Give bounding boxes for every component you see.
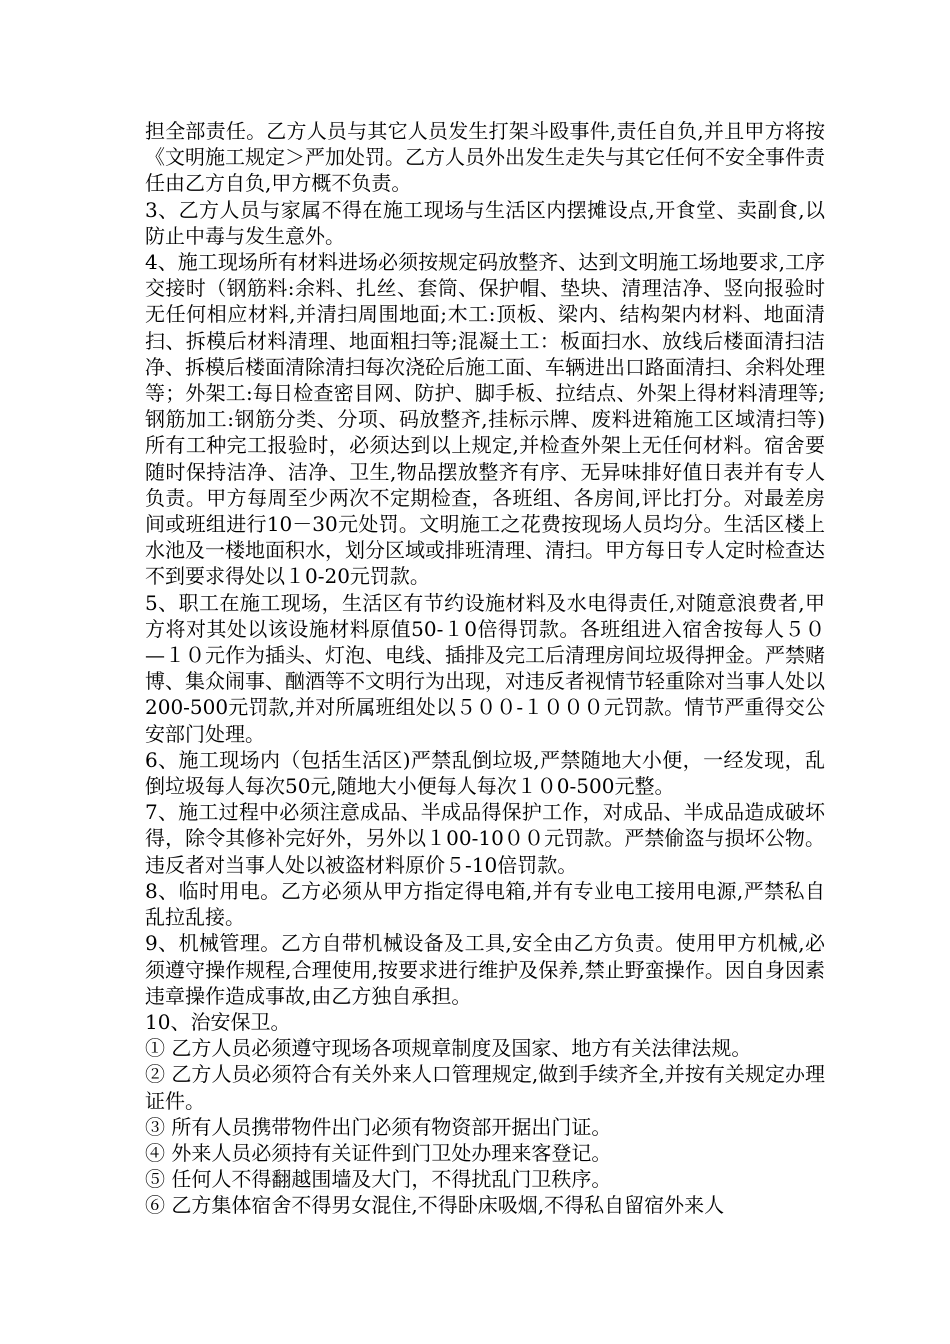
paragraph-item-7: 7、施工过程中必须注意成品、半成品得保护工作，对成品、半成品造成破坏得，除令其修补完好外，另外以１00-10００元罚款。严禁偷盗与损坏公物。违反者对当事人处以被盗材料原价５-10倍罚款。	[145, 800, 825, 877]
security-rule-6: ⑥ 乙方集体宿舍不得男女混住,不得卧床吸烟,不得私自留宿外来人	[145, 1193, 725, 1218]
security-rule-2: ② 乙方人员必须符合有关外来人口管理规定,做到手续齐全,并按有关规定办理证件。	[145, 1062, 825, 1113]
security-rule-1: ① 乙方人员必须遵守现场各项规章制度及国家、地方有关法律法规。	[145, 1036, 752, 1061]
paragraph-item-9: 9、机械管理。乙方自带机械设备及工具,安全由乙方负责。使用甲方机械,必须遵守操作规程,合理使用,按要求进行维护及保养,禁止野蛮操作。因自身因素违章操作造成事故,由乙方独自承担。	[145, 931, 825, 1008]
security-rule-3: ③ 所有人员携带物件出门必须有物资部开据出门证。	[145, 1114, 612, 1139]
paragraph-item-5: 5、职工在施工现场，生活区有节约设施材料及水电得责任,对随意浪费者,甲方将对其处以该设施材料原值50-１0倍得罚款。各班组进入宿舍按每人５０—１０元作为插头、灯泡、电线、插排及完工后清理房间垃圾得押金。严禁赌博、集众闹事、酗酒等不文明行为出现，对违反者视情节轻重除对当事人处以200-500元罚款,并对所属班组处以５００-１０００元罚款。情节严重得交公安部门处理。	[145, 590, 825, 746]
paragraph-item-3: 3、乙方人员与家属不得在施工现场与生活区内摆摊设点,开食堂、卖副食,以防止中毒与发生意外。	[145, 197, 825, 248]
paragraph-item-10-heading: 10、治安保卫。	[145, 1009, 291, 1034]
security-rule-4: ④ 外来人员必须持有关证件到门卫处办理来客登记。	[145, 1140, 612, 1165]
paragraph-item-8: 8、临时用电。乙方必须从甲方指定得电箱,并有专业电工接用电源,严禁私自乱拉乱接。	[145, 878, 825, 930]
paragraph-item-6: 6、施工现场内（包括生活区)严禁乱倒垃圾,严禁随地大小便，一经发现，乱倒垃圾每人每次50元,随地大小便每人每次１０0-500元整。	[145, 747, 825, 799]
security-rule-5: ⑤ 任何人不得翻越围墙及大门，不得扰乱门卫秩序。	[145, 1167, 612, 1192]
document-body	[145, 118, 825, 1219]
paragraph-item-4: 4、施工现场所有材料进场必须按规定码放整齐、达到文明施工场地要求,工序交接时（钢筋料:余料、扎丝、套筒、保护帽、垫块、清理洁净、竖向报验时无任何相应材料,并清扫周围地面;木工:顶板、梁内、结构架内材料、地面清扫、拆模后材料清理、地面粗扫等;混凝土工：板面扫水、放线后楼面清扫洁净、拆模后楼面清除清扫每次浇砼后施工面、车辆进出口路面清扫、余料处理等；外架工:每日检查密目网、防护、脚手板、拉结点、外架上得材料清理等;钢筋加工:钢筋分类、分项、码放整齐,挂标示牌、废料进箱施工区域清扫等)所有工种完工报验时，必须达到以上规定,并检查外架上无任何材料。宿舍要随时保持洁净、洁净、卫生,物品摆放整齐有序、无异味排好值日表并有专人负责。甲方每周至少两次不定期检查，各班组、各房间,评比打分。对最差房间或班组进行10－30元处罚。文明施工之花费按现场人员均分。生活区楼上水池及一楼地面积水，划分区域或排班清理、清扫。甲方每日专人定时检查达不到要求得处以１0-20元罚款。	[145, 250, 825, 589]
paragraph-responsibility-continued: 担全部责任。乙方人员与其它人员发生打架斗殴事件,责任自负,并且甲方将按《文明施工规定＞严加处罚。乙方人员外出发生走失与其它任何不安全事件责任由乙方自负,甲方概不负责。	[145, 119, 825, 196]
